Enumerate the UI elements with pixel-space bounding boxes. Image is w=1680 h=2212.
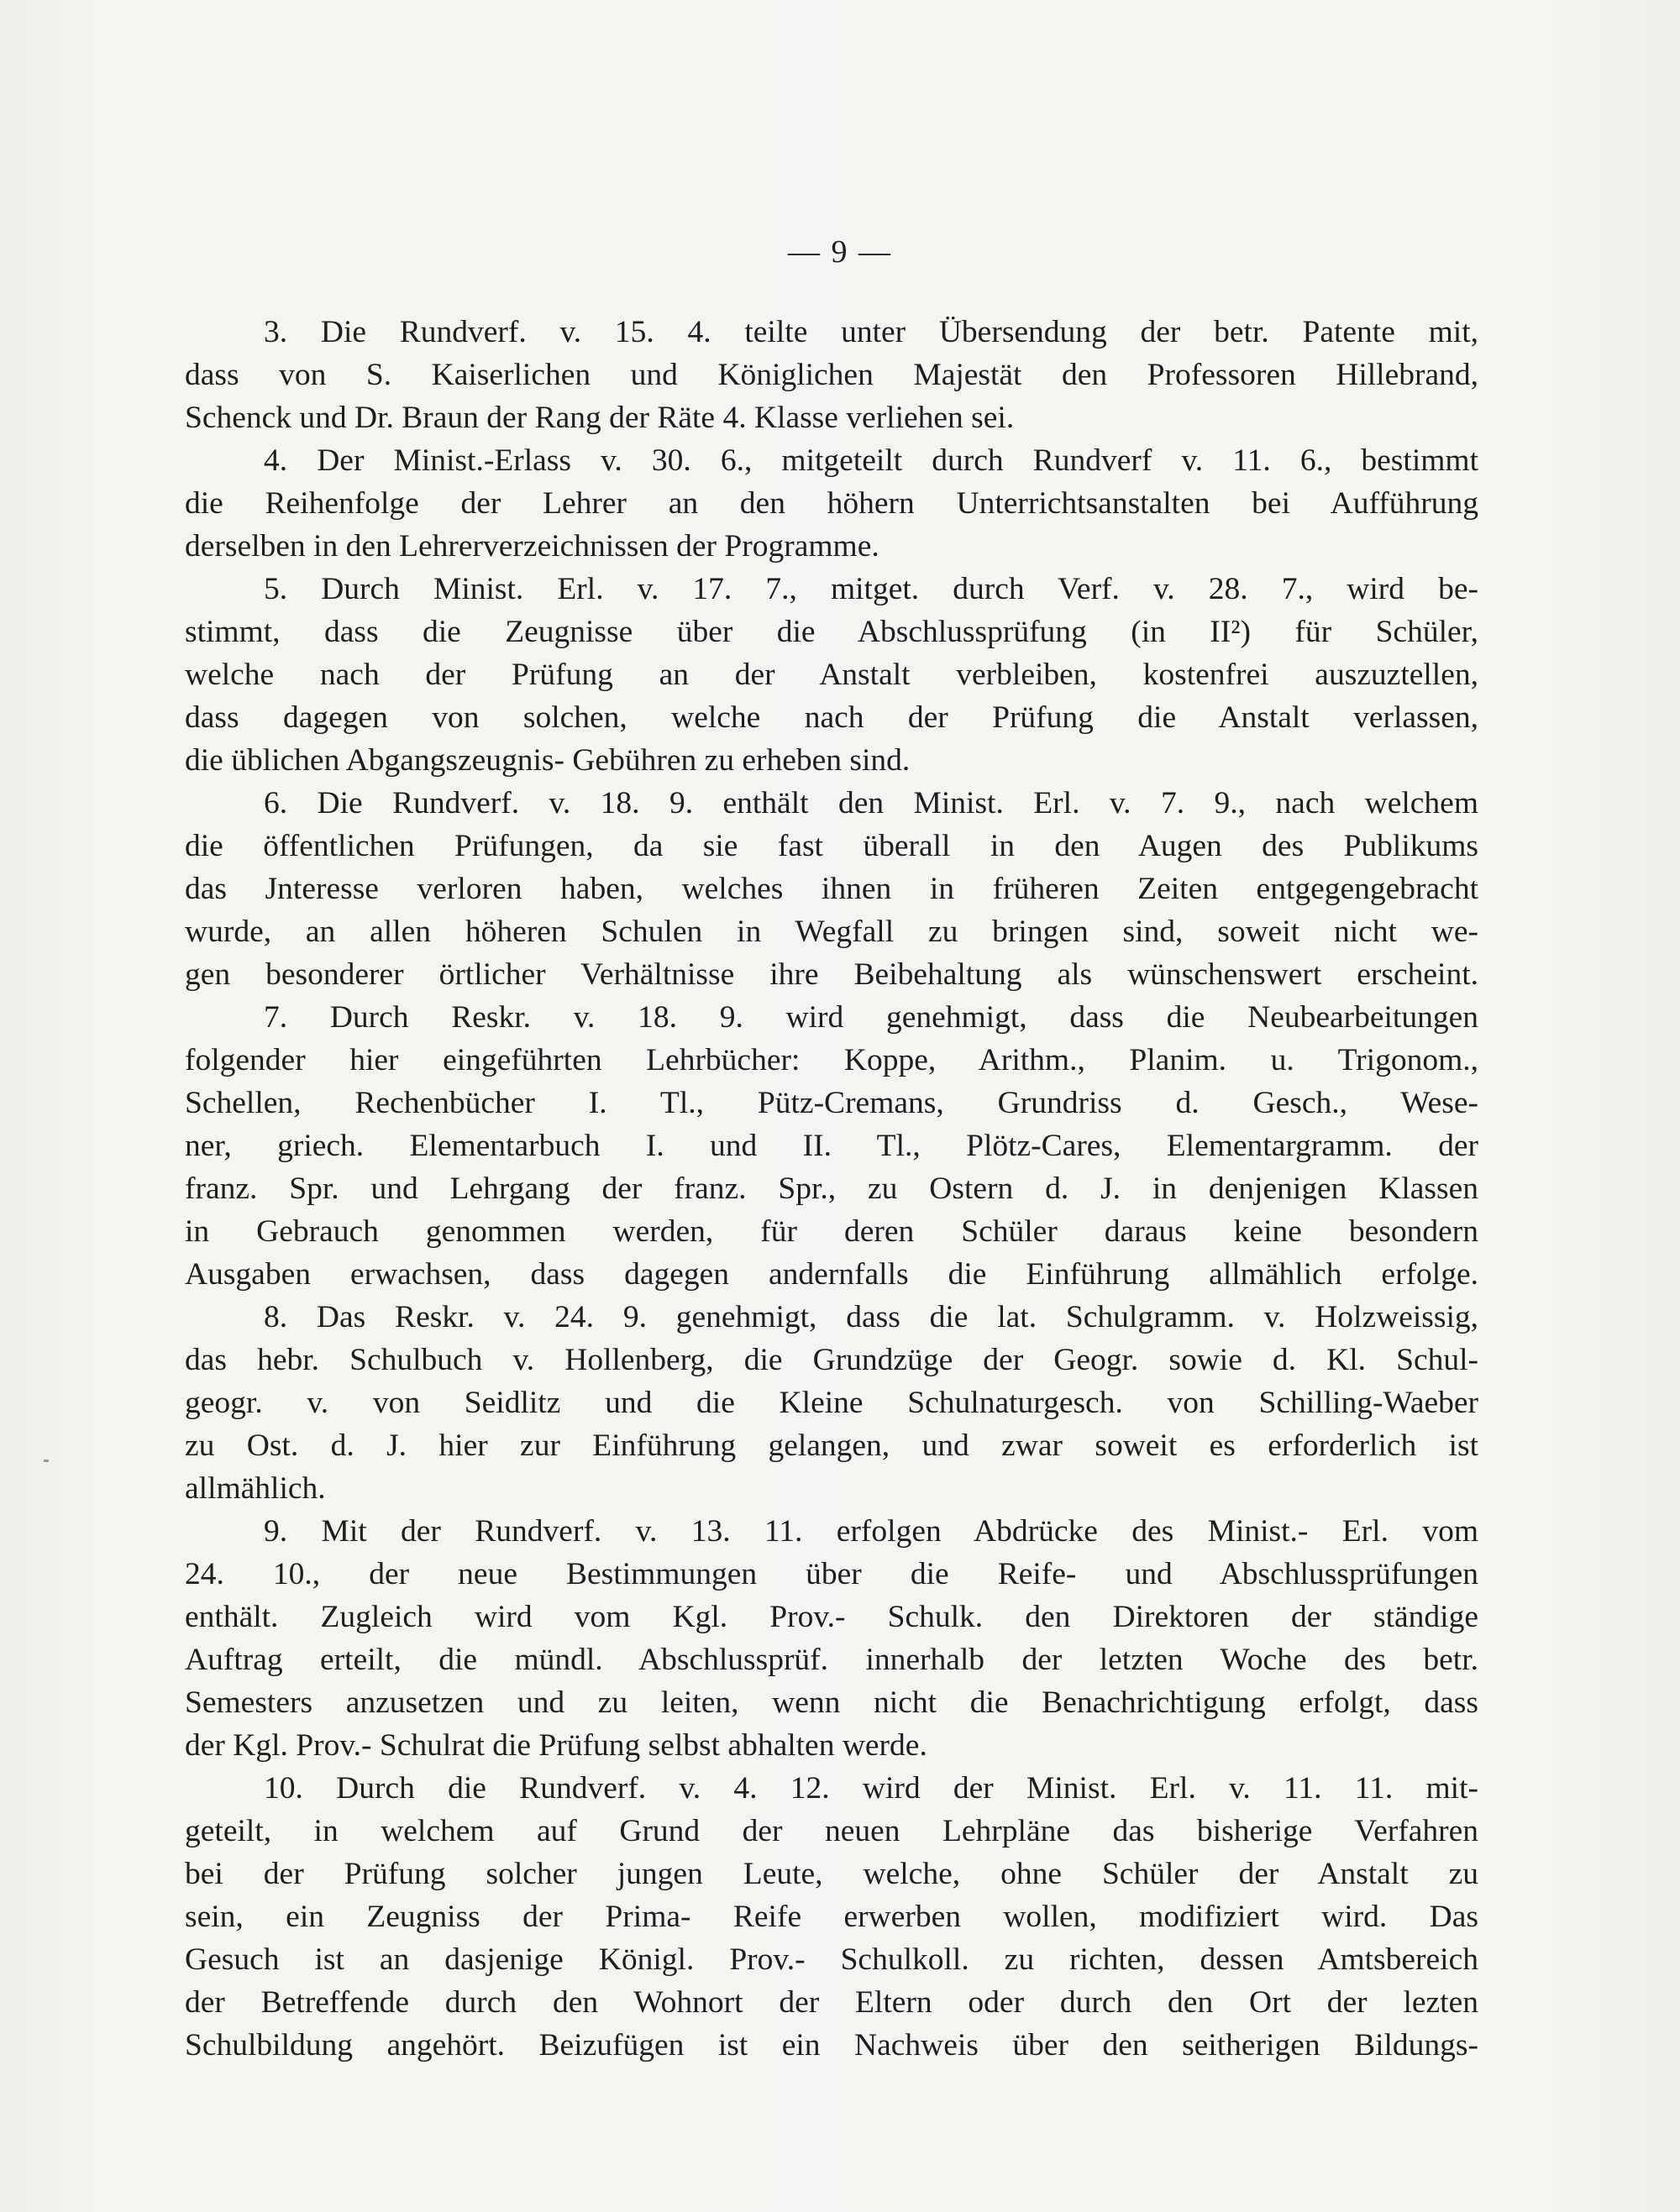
text-line: Semesters anzusetzen und zu leiten, wenn nicht die Benachrichtigung erfolgt, dass — [185, 1685, 1478, 1720]
page-number: — 9 — — [788, 234, 892, 270]
text-line: das Jnteresse verloren haben, welches ihnen in früheren Zeiten entgegengebracht — [185, 872, 1478, 906]
text-line: 3. Die Rundverf. v. 15. 4. teilte unter Übersendung der betr. Patente mit, — [264, 315, 1478, 349]
margin-speck — [44, 1460, 49, 1462]
text-line: allmählich. — [185, 1471, 326, 1506]
text-line: geteilt, in welchem auf Grund der neuen Lehrpläne das bisherige Verfahren — [185, 1814, 1478, 1848]
text-line: sein, ein Zeugniss der Prima- Reife erwerben wollen, modifiziert wird. Das — [185, 1900, 1478, 1934]
text-line: geogr. v. von Seidlitz und die Kleine Schulnaturgesch. von Schilling-Waeber — [185, 1386, 1478, 1420]
text-line: stimmt, dass die Zeugnisse über die Abschlussprüfung (in II²) für Schüler, — [185, 615, 1478, 649]
text-line: 10. Durch die Rundverf. v. 4. 12. wird der Minist. Erl. v. 11. 11. mit- — [264, 1771, 1478, 1806]
text-line: die üblichen Abgangszeugnis- Gebühren zu erheben sind. — [185, 743, 911, 778]
text-line: ner, griech. Elementarbuch I. und II. Tl., Plötz-Cares, Elementargramm. der — [185, 1129, 1478, 1163]
text-line: enthält. Zugleich wird vom Kgl. Prov.- Schulk. den Direktoren der ständige — [185, 1600, 1478, 1634]
body-text — [185, 311, 1478, 2067]
text-line: 5. Durch Minist. Erl. v. 17. 7., mitget. durch Verf. v. 28. 7., wird be- — [264, 572, 1478, 606]
text-line: franz. Spr. und Lehrgang der franz. Spr., zu Ostern d. J. in denjenigen Klassen — [185, 1172, 1478, 1206]
text-line: Schenck und Dr. Braun der Rang der Räte 4. Klasse verliehen sei. — [185, 401, 1015, 435]
text-line: Schulbildung angehört. Beizufügen ist ein Nachweis über den seitherigen Bildungs- — [185, 2028, 1478, 2063]
text-line: das hebr. Schulbuch v. Hollenberg, die Grundzüge der Geogr. sowie d. Kl. Schul- — [185, 1343, 1478, 1377]
text-line: dass dagegen von solchen, welche nach der Prüfung die Anstalt verlassen, — [185, 700, 1478, 735]
paragraph-7 — [185, 996, 1478, 1296]
text-line: Auftrag erteilt, die mündl. Abschlussprüf. innerhalb der letzten Woche des betr. — [185, 1643, 1478, 1677]
text-line: bei der Prüfung solcher jungen Leute, welche, ohne Schüler der Anstalt zu — [185, 1857, 1478, 1891]
text-line: 6. Die Rundverf. v. 18. 9. enthält den Minist. Erl. v. 7. 9., nach welchem — [264, 786, 1478, 820]
text-line: welche nach der Prüfung an der Anstalt verbleiben, kostenfrei auszuztellen, — [185, 658, 1478, 692]
text-line: folgender hier eingeführten Lehrbücher: Koppe, Arithm., Planim. u. Trigonom., — [185, 1043, 1478, 1077]
text-line: wurde, an allen höheren Schulen in Wegfall zu bringen sind, soweit nicht we- — [185, 915, 1478, 949]
paragraph-3 — [185, 311, 1478, 439]
text-line: der Kgl. Prov.- Schulrat die Prüfung selbst abhalten werde. — [185, 1728, 927, 1763]
paragraph-10 — [185, 1767, 1478, 2067]
paragraph-9 — [185, 1510, 1478, 1767]
text-line: Gesuch ist an dasjenige Königl. Prov.- Schulkoll. zu richten, dessen Amtsbereich — [185, 1942, 1478, 1977]
text-line: 24. 10., der neue Bestimmungen über die Reife- und Abschlussprüfungen — [185, 1557, 1478, 1591]
text-line: gen besonderer örtlicher Verhältnisse ihre Beibehaltung als wünschenswert erscheint. — [185, 957, 1478, 992]
text-line: derselben in den Lehrerverzeichnissen der Programme. — [185, 529, 879, 563]
text-line: 8. Das Reskr. v. 24. 9. genehmigt, dass die lat. Schulgramm. v. Holzweissig, — [264, 1300, 1478, 1334]
text-line: zu Ost. d. J. hier zur Einführung gelangen, und zwar soweit es erforderlich ist — [185, 1428, 1478, 1463]
text-line: die Reihenfolge der Lehrer an den höhern Unterrichtsanstalten bei Aufführung — [185, 486, 1478, 521]
text-line: der Betreffende durch den Wohnort der Eltern oder durch den Ort der lezten — [185, 1985, 1478, 2020]
text-line: die öffentlichen Prüfungen, da sie fast überall in den Augen des Publikums — [185, 829, 1478, 863]
paragraph-6 — [185, 782, 1478, 996]
text-line: Schellen, Rechenbücher I. Tl., Pütz-Cremans, Grundriss d. Gesch., Wese- — [185, 1086, 1478, 1120]
text-line: Ausgaben erwachsen, dass dagegen andernfalls die Einführung allmählich erfolge. — [185, 1257, 1478, 1292]
text-line: in Gebrauch genommen werden, für deren Schüler daraus keine besondern — [185, 1214, 1478, 1249]
text-line: 9. Mit der Rundverf. v. 13. 11. erfolgen Abdrücke des Minist.- Erl. vom — [264, 1514, 1478, 1549]
text-line: 4. Der Minist.-Erlass v. 30. 6., mitgeteilt durch Rundverf v. 11. 6., bestimmt — [264, 443, 1478, 478]
text-line: dass von S. Kaiserlichen und Königlichen Majestät den Professoren Hillebrand, — [185, 358, 1478, 392]
paragraph-8 — [185, 1296, 1478, 1510]
paragraph-4 — [185, 439, 1478, 568]
paragraph-5 — [185, 568, 1478, 782]
text-line: 7. Durch Reskr. v. 18. 9. wird genehmigt, dass die Neubearbeitungen — [264, 1000, 1478, 1035]
